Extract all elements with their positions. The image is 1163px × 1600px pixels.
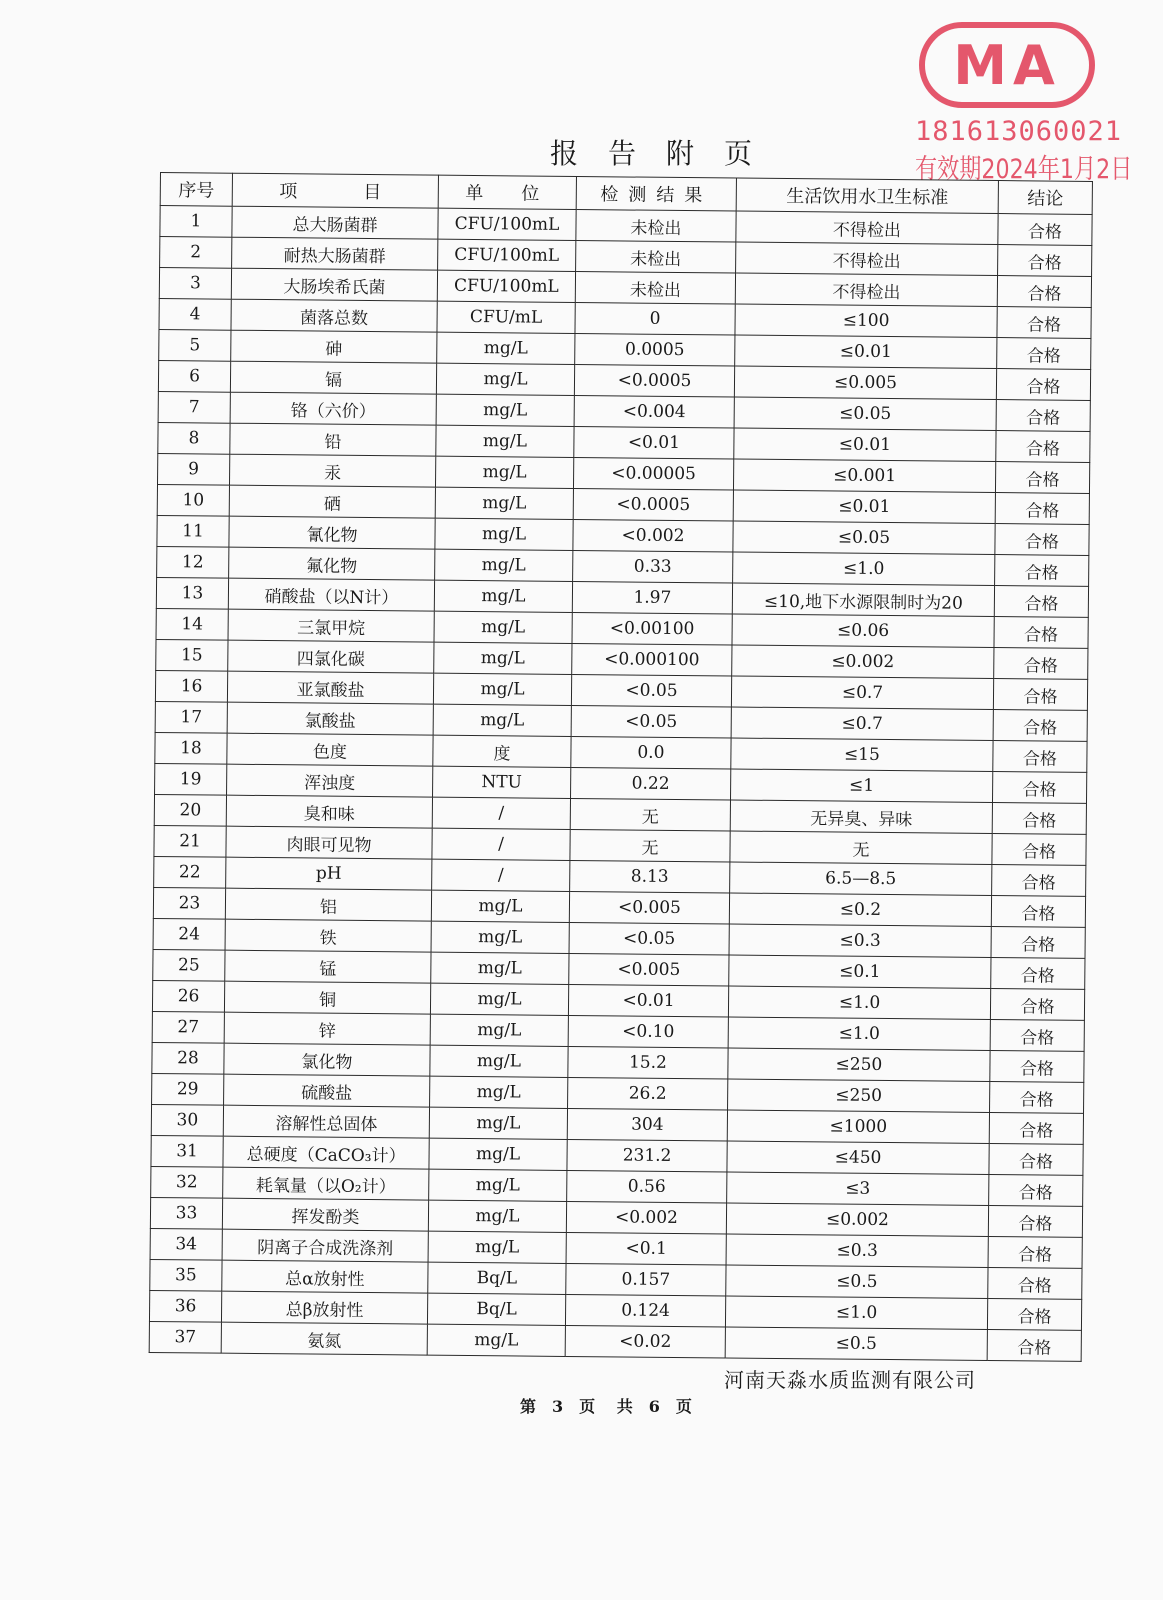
cell-result: 8.13 xyxy=(570,860,730,893)
cell-index: 31 xyxy=(151,1135,223,1167)
cell-index: 25 xyxy=(153,949,225,981)
cell-unit: / xyxy=(432,797,570,829)
cell-index: 29 xyxy=(152,1073,224,1105)
cell-index: 5 xyxy=(159,329,231,361)
cell-index: 19 xyxy=(155,763,227,795)
cell-conclusion: 合格 xyxy=(994,617,1088,649)
cell-standard: ≤0.7 xyxy=(731,676,993,710)
cell-standard: ≤1 xyxy=(730,769,992,803)
cell-result: 0 xyxy=(575,302,735,335)
cell-standard: ≤1.0 xyxy=(728,1017,990,1051)
cell-result: 15.2 xyxy=(568,1046,728,1079)
cell-standard: 6.5—8.5 xyxy=(730,862,992,896)
cell-unit: CFU/100mL xyxy=(437,270,575,302)
cell-unit: mg/L xyxy=(429,1138,567,1170)
cell-item: 锰 xyxy=(225,950,431,983)
cell-index: 36 xyxy=(149,1290,221,1322)
cell-conclusion: 合格 xyxy=(997,307,1091,339)
cell-unit: mg/L xyxy=(435,456,573,488)
cell-conclusion: 合格 xyxy=(998,245,1092,277)
cell-unit: / xyxy=(432,859,570,891)
cell-item: 阴离子合成洗涤剂 xyxy=(222,1229,428,1262)
cell-item: 亚氯酸盐 xyxy=(227,671,433,704)
cell-result: <0.01 xyxy=(574,426,734,459)
results-table xyxy=(149,172,1093,1362)
cell-conclusion: 合格 xyxy=(994,586,1088,618)
cell-item: 总β放射性 xyxy=(221,1291,427,1324)
stamp-logo-text: MA xyxy=(953,33,1061,97)
cell-conclusion: 合格 xyxy=(993,710,1087,742)
cell-unit: mg/L xyxy=(428,1200,566,1232)
cell-unit: mg/L xyxy=(431,921,569,953)
cell-index: 30 xyxy=(151,1104,223,1136)
cell-conclusion: 合格 xyxy=(988,1206,1082,1238)
cell-result: <0.0005 xyxy=(573,488,733,521)
cell-standard: ≤0.3 xyxy=(726,1234,988,1268)
cell-index: 12 xyxy=(157,546,229,578)
cell-index: 11 xyxy=(157,515,229,547)
cell-standard: ≤10,地下水源限制时为20 xyxy=(732,583,994,617)
cell-index: 37 xyxy=(149,1321,221,1353)
stamp-validity: 有效期2024年1月2日 xyxy=(915,154,1133,185)
cell-standard: ≤1000 xyxy=(727,1110,989,1144)
cell-conclusion: 合格 xyxy=(991,896,1085,928)
cell-index: 2 xyxy=(160,237,232,269)
cell-result: 0.124 xyxy=(565,1294,725,1327)
cell-standard: ≤100 xyxy=(735,304,997,338)
cell-result: 0.56 xyxy=(567,1170,727,1203)
cell-item: 溶解性总固体 xyxy=(223,1105,429,1138)
cell-result: <0.05 xyxy=(569,922,729,955)
cell-standard: 无 xyxy=(730,831,992,865)
cell-item: 氨氮 xyxy=(221,1322,427,1355)
cell-standard: ≤1.0 xyxy=(725,1296,987,1330)
cell-unit: / xyxy=(432,828,570,860)
cell-item: 肉眼可见物 xyxy=(226,826,432,859)
cell-unit: 度 xyxy=(433,735,571,767)
cell-item: 镉 xyxy=(230,361,436,394)
cell-result: 无 xyxy=(570,798,730,831)
cell-standard: ≤250 xyxy=(728,1079,990,1113)
header-result: 检测结果 xyxy=(576,176,736,211)
cell-standard: ≤0.3 xyxy=(729,924,991,958)
cell-item: 耐热大肠菌群 xyxy=(232,237,438,270)
cell-conclusion: 合格 xyxy=(996,431,1090,463)
cell-index: 16 xyxy=(155,670,227,702)
cell-item: 硒 xyxy=(229,485,435,518)
cell-unit: Bq/L xyxy=(427,1293,565,1325)
cell-result: <0.004 xyxy=(574,395,734,428)
cell-conclusion: 合格 xyxy=(989,1175,1083,1207)
ma-certification-stamp xyxy=(915,22,1133,202)
table-body xyxy=(149,206,1092,1362)
cell-unit: mg/L xyxy=(436,363,574,395)
cell-result: 304 xyxy=(567,1108,727,1141)
cell-item: 铝 xyxy=(225,888,431,921)
cell-unit: Bq/L xyxy=(428,1262,566,1294)
page-label-di: 第 xyxy=(520,1397,537,1416)
page-label-ye-end: 页 xyxy=(675,1397,692,1416)
page-total: 6 xyxy=(648,1397,660,1416)
cell-index: 17 xyxy=(155,701,227,733)
cell-item: 锌 xyxy=(224,1012,430,1045)
cell-index: 33 xyxy=(150,1197,222,1229)
cell-conclusion: 合格 xyxy=(995,462,1089,494)
cell-item: 大肠埃希氏菌 xyxy=(231,268,437,301)
cell-index: 24 xyxy=(153,918,225,950)
cell-index: 13 xyxy=(156,577,228,609)
cell-unit: mg/L xyxy=(437,332,575,364)
cell-standard: 无异臭、异味 xyxy=(730,800,992,834)
cell-item: 挥发酚类 xyxy=(222,1198,428,1231)
cell-item: 臭和味 xyxy=(226,795,432,828)
cell-item: 菌落总数 xyxy=(231,299,437,332)
cell-result: 26.2 xyxy=(568,1077,728,1110)
cell-standard: ≤0.5 xyxy=(725,1327,987,1361)
cell-conclusion: 合格 xyxy=(997,276,1091,308)
cell-unit: mg/L xyxy=(434,580,572,612)
cell-standard: ≤15 xyxy=(731,738,993,772)
cell-conclusion: 合格 xyxy=(995,524,1089,556)
cell-item: 汞 xyxy=(229,454,435,487)
cell-standard: ≤0.05 xyxy=(734,397,996,431)
cell-unit: NTU xyxy=(433,766,571,798)
cell-result: 无 xyxy=(570,829,730,862)
cell-unit: CFU/100mL xyxy=(438,239,576,271)
cell-result: 1.97 xyxy=(572,581,732,614)
cell-unit: mg/L xyxy=(435,549,573,581)
cell-standard: ≤0.001 xyxy=(733,459,995,493)
cell-standard: ≤0.01 xyxy=(735,335,997,369)
cell-standard: ≤0.01 xyxy=(733,490,995,524)
cell-conclusion: 合格 xyxy=(995,493,1089,525)
cell-result: <0.00100 xyxy=(572,612,732,645)
cell-standard: ≤0.005 xyxy=(734,366,996,400)
cell-conclusion: 合格 xyxy=(992,865,1086,897)
cell-item: 铁 xyxy=(225,919,431,952)
cell-unit: mg/L xyxy=(435,518,573,550)
cell-standard: ≤0.7 xyxy=(731,707,993,741)
cell-conclusion: 合格 xyxy=(989,1113,1083,1145)
cell-index: 32 xyxy=(151,1166,223,1198)
cell-unit: mg/L xyxy=(434,611,572,643)
cell-item: 四氯化碳 xyxy=(228,640,434,673)
cell-conclusion: 合格 xyxy=(987,1329,1081,1361)
cell-conclusion: 合格 xyxy=(992,803,1086,835)
cell-standard: ≤0.06 xyxy=(732,614,994,648)
cell-standard: ≤0.01 xyxy=(734,428,996,462)
cell-index: 35 xyxy=(150,1259,222,1291)
cell-standard: 不得检出 xyxy=(735,273,997,307)
cell-result: 0.157 xyxy=(566,1263,726,1296)
cell-result: <0.01 xyxy=(568,984,728,1017)
header-unit: 单 位 xyxy=(438,175,576,209)
page-label-ye: 页 xyxy=(579,1397,596,1416)
header-standard: 生活饮用水卫生标准 xyxy=(736,178,998,214)
cell-unit: mg/L xyxy=(430,1014,568,1046)
cell-standard: ≤0.05 xyxy=(733,521,995,555)
cell-conclusion: 合格 xyxy=(995,555,1089,587)
cell-unit: mg/L xyxy=(430,1045,568,1077)
cell-unit: mg/L xyxy=(431,952,569,984)
cell-item: 氯酸盐 xyxy=(227,702,433,735)
cell-unit: mg/L xyxy=(428,1231,566,1263)
cell-conclusion: 合格 xyxy=(996,400,1090,432)
cell-result: <0.005 xyxy=(569,953,729,986)
cell-index: 1 xyxy=(160,206,232,238)
cell-conclusion: 合格 xyxy=(994,648,1088,680)
cell-unit: CFU/mL xyxy=(437,301,575,333)
cell-item: 总α放射性 xyxy=(222,1260,428,1293)
cell-item: 铅 xyxy=(230,423,436,456)
cell-unit: mg/L xyxy=(430,1076,568,1108)
cell-item: 浑浊度 xyxy=(227,764,433,797)
header-item: 项 目 xyxy=(232,173,438,208)
cell-item: 铬（六价） xyxy=(230,392,436,425)
cell-result: <0.1 xyxy=(566,1232,726,1265)
cell-item: 氯化物 xyxy=(224,1043,430,1076)
cell-standard: 不得检出 xyxy=(736,242,998,276)
page-label-gong: 共 xyxy=(616,1397,633,1416)
cell-standard: ≤0.5 xyxy=(726,1265,988,1299)
cell-index: 26 xyxy=(152,980,224,1012)
cell-conclusion: 合格 xyxy=(993,679,1087,711)
ma-logo xyxy=(919,22,1095,108)
cell-index: 9 xyxy=(158,453,230,485)
cell-result: 0.22 xyxy=(571,767,731,800)
cell-result: <0.005 xyxy=(569,891,729,924)
cell-item: pH xyxy=(226,857,432,890)
header-conclusion: 结论 xyxy=(998,181,1092,215)
cell-index: 18 xyxy=(155,732,227,764)
stamp-cert-code: 181613060021 xyxy=(915,116,1123,147)
page-title: 报告附页 xyxy=(550,137,783,170)
cell-index: 34 xyxy=(150,1228,222,1260)
cell-conclusion: 合格 xyxy=(993,741,1087,773)
cell-result: <0.05 xyxy=(571,705,731,738)
cell-standard: ≤0.2 xyxy=(729,893,991,927)
cell-item: 三氯甲烷 xyxy=(228,609,434,642)
cell-result: <0.10 xyxy=(568,1015,728,1048)
cell-item: 氟化物 xyxy=(229,547,435,580)
cell-standard: ≤0.002 xyxy=(726,1203,988,1237)
cell-unit: mg/L xyxy=(433,673,571,705)
cell-index: 23 xyxy=(153,887,225,919)
cell-index: 22 xyxy=(154,856,226,888)
company-name: 河南天淼水质监测有限公司 xyxy=(724,1368,976,1392)
cell-unit: mg/L xyxy=(435,487,573,519)
cell-unit: mg/L xyxy=(429,1107,567,1139)
cell-unit: CFU/100mL xyxy=(438,208,576,240)
cell-conclusion: 合格 xyxy=(987,1298,1081,1330)
page-number xyxy=(512,1394,700,1417)
cell-conclusion: 合格 xyxy=(996,369,1090,401)
cell-unit: mg/L xyxy=(436,394,574,426)
cell-standard: ≤0.002 xyxy=(732,645,994,679)
header-index: 序号 xyxy=(160,173,232,207)
cell-index: 14 xyxy=(156,608,228,640)
cell-conclusion: 合格 xyxy=(991,958,1085,990)
cell-item: 色度 xyxy=(227,733,433,766)
cell-result: <0.002 xyxy=(573,519,733,552)
cell-result: <0.05 xyxy=(571,674,731,707)
page-current: 3 xyxy=(552,1397,564,1416)
cell-standard: ≤250 xyxy=(728,1048,990,1082)
cell-result: 0.0005 xyxy=(575,333,735,366)
cell-conclusion: 合格 xyxy=(988,1237,1082,1269)
cell-item: 氰化物 xyxy=(229,516,435,549)
cell-unit: mg/L xyxy=(427,1324,565,1356)
cell-index: 15 xyxy=(156,639,228,671)
cell-standard: ≤3 xyxy=(727,1172,989,1206)
cell-conclusion: 合格 xyxy=(997,338,1091,370)
cell-item: 耗氧量（以O₂计） xyxy=(223,1167,429,1200)
cell-index: 27 xyxy=(152,1011,224,1043)
cell-standard: ≤1.0 xyxy=(733,552,995,586)
cell-unit: mg/L xyxy=(436,425,574,457)
cell-index: 8 xyxy=(158,422,230,454)
cell-result: 0.33 xyxy=(573,550,733,583)
cell-result: 0.0 xyxy=(571,736,731,769)
cell-conclusion: 合格 xyxy=(990,1051,1084,1083)
cell-result: 231.2 xyxy=(567,1139,727,1172)
cell-index: 4 xyxy=(159,298,231,330)
cell-result: <0.0005 xyxy=(574,364,734,397)
cell-conclusion: 合格 xyxy=(990,1020,1084,1052)
cell-item: 总硬度（CaCO₃计） xyxy=(223,1136,429,1169)
cell-index: 21 xyxy=(154,825,226,857)
cell-conclusion: 合格 xyxy=(998,214,1092,246)
cell-index: 7 xyxy=(158,391,230,423)
cell-item: 硫酸盐 xyxy=(224,1074,430,1107)
cell-item: 铜 xyxy=(224,981,430,1014)
cell-unit: mg/L xyxy=(431,890,569,922)
cell-index: 10 xyxy=(157,484,229,516)
cell-result: <0.00005 xyxy=(573,457,733,490)
cell-conclusion: 合格 xyxy=(988,1267,1082,1299)
cell-conclusion: 合格 xyxy=(992,772,1086,804)
cell-item: 总大肠菌群 xyxy=(232,206,438,239)
cell-conclusion: 合格 xyxy=(990,1082,1084,1114)
cell-result: 未检出 xyxy=(575,271,735,304)
cell-item: 砷 xyxy=(231,330,437,363)
cell-unit: mg/L xyxy=(429,1169,567,1201)
cell-unit: mg/L xyxy=(433,704,571,736)
cell-conclusion: 合格 xyxy=(990,989,1084,1021)
cell-index: 6 xyxy=(158,360,230,392)
cell-conclusion: 合格 xyxy=(991,927,1085,959)
cell-standard: 不得检出 xyxy=(736,211,998,245)
cell-unit: mg/L xyxy=(434,642,572,674)
cell-index: 28 xyxy=(152,1042,224,1074)
cell-result: 未检出 xyxy=(576,209,736,242)
cell-conclusion: 合格 xyxy=(992,834,1086,866)
cell-standard: ≤1.0 xyxy=(728,986,990,1020)
cell-result: <0.002 xyxy=(566,1201,726,1234)
cell-standard: ≤450 xyxy=(727,1141,989,1175)
cell-standard: ≤0.1 xyxy=(729,955,991,989)
cell-result: 未检出 xyxy=(576,240,736,273)
cell-index: 20 xyxy=(154,794,226,826)
cell-result: <0.000100 xyxy=(572,643,732,676)
cell-result: <0.02 xyxy=(565,1325,725,1358)
cell-unit: mg/L xyxy=(430,983,568,1015)
cell-index: 3 xyxy=(159,268,231,300)
cell-item: 硝酸盐（以N计） xyxy=(228,578,434,611)
cell-conclusion: 合格 xyxy=(989,1144,1083,1176)
